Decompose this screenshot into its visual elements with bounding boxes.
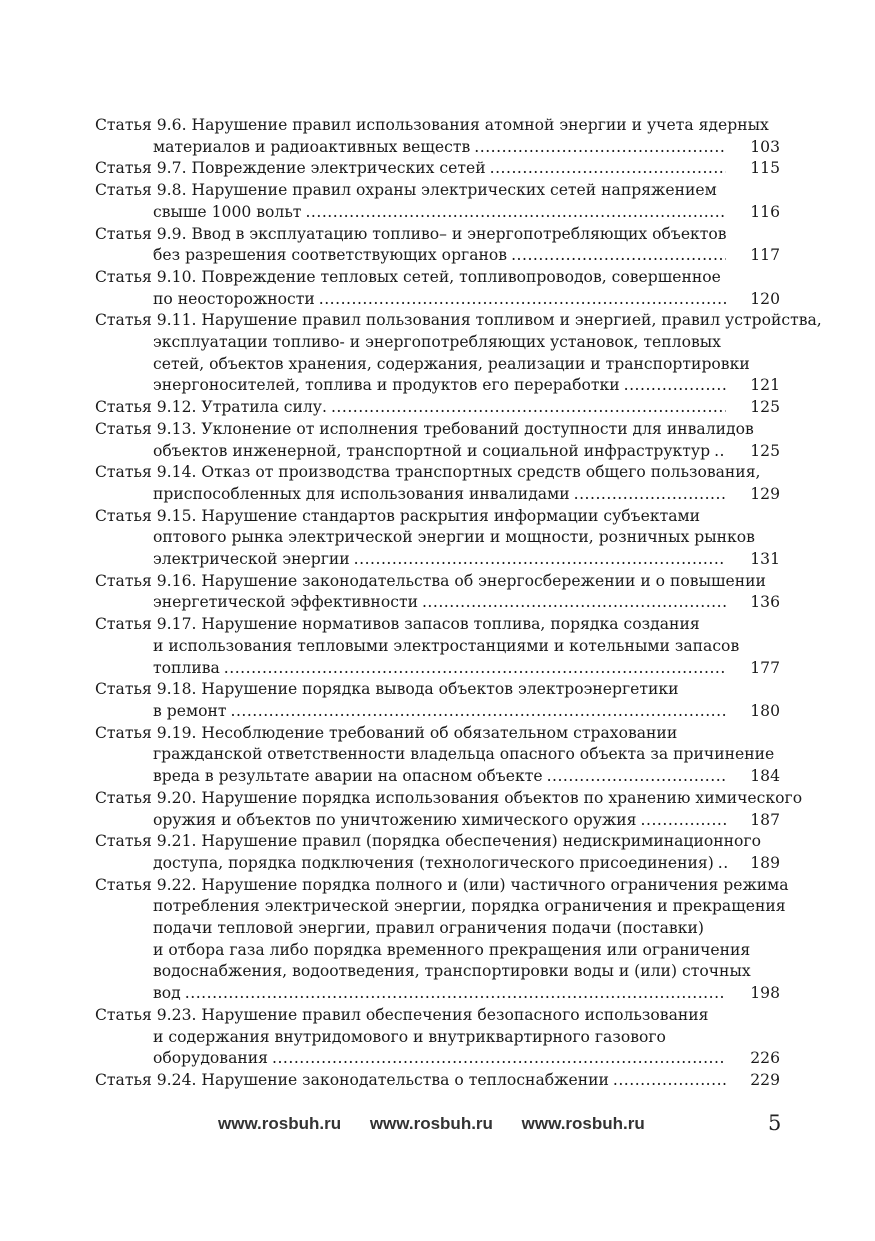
- toc-article-number: Статья 9.19.: [95, 723, 197, 742]
- toc-page-number: 125: [750, 441, 780, 460]
- toc-entry-line-text: [153, 745, 774, 763]
- toc-page-number: 187: [750, 810, 780, 829]
- toc-entry-line-text: [95, 789, 802, 807]
- toc-entry[interactable]: [95, 679, 780, 722]
- toc-entry-line-text: [153, 484, 570, 506]
- toc-entry-text: [95, 1070, 728, 1092]
- toc-entry[interactable]: [95, 397, 780, 419]
- toc-entry-text: [95, 1005, 728, 1070]
- toc-entry[interactable]: [95, 419, 780, 462]
- toc-entry-text: [95, 614, 740, 679]
- dot-leader: [185, 983, 726, 1005]
- toc-title-text: Несоблюдение требований об обязательном страховании: [201, 723, 678, 742]
- toc-entry-line-text: [153, 853, 714, 875]
- toc-entry-line-text: [95, 268, 721, 286]
- toc-title-text: Ввод в эксплуатацию топливо– и энергопотребляющих объектов: [191, 224, 727, 243]
- toc-title-text: вреда в результате аварии на опасном объекте: [153, 767, 543, 786]
- toc-entry-line-text: [153, 441, 710, 463]
- toc-entry-text: [95, 831, 761, 874]
- toc-entry-line-text: [153, 333, 721, 351]
- toc-entry-line: [95, 332, 728, 354]
- toc-title-text: Повреждение электрических сетей: [191, 159, 486, 178]
- toc-title-text: и использования тепловыми электростанциями и котельными запасов: [153, 636, 740, 655]
- toc-entry[interactable]: [95, 224, 780, 267]
- toc-entry-line-text: [95, 463, 761, 481]
- toc-entry-line: [95, 484, 728, 506]
- toc-page-number: 226: [750, 1049, 780, 1068]
- toc-article-number: Статья 9.6.: [95, 116, 187, 134]
- toc-entry-line: [95, 397, 728, 419]
- toc-entry-line: [95, 310, 822, 332]
- toc-title-text: топлива: [153, 658, 220, 677]
- toc-title-text: энергетической эффективности: [153, 593, 418, 612]
- toc-entry-line: [95, 788, 803, 810]
- toc-entry-line: [95, 831, 761, 853]
- toc-page-number: 180: [750, 701, 780, 720]
- toc-entry-line: [95, 766, 728, 788]
- toc-entry-line: [95, 158, 728, 180]
- toc-title-text: в ремонт: [153, 701, 227, 720]
- toc-entry[interactable]: [95, 506, 780, 571]
- toc-title-text: Нарушение правил использования атомной энергии и учета ядерных: [191, 116, 769, 134]
- toc-title-text: Нарушение правил обеспечения безопасного использования: [201, 1005, 709, 1024]
- toc-title-text: гражданской ответственности владельца опасного объекта за причинение: [153, 745, 775, 764]
- toc-article-number: Статья 9.11.: [95, 311, 197, 330]
- toc-title-text: Нарушение правил (порядка обеспечения) недискриминационного: [201, 832, 761, 851]
- toc-title-text: водоснабжения, водоотведения, транспортировки воды и (или) сточных: [153, 962, 751, 981]
- toc-entry-line-text: [153, 202, 301, 224]
- toc-entry-line-text: [95, 507, 700, 525]
- toc-entry-text: [95, 267, 728, 310]
- toc-entry-line: [95, 354, 750, 376]
- toc-title-text: Нарушение стандартов раскрытия информации субъектами: [201, 506, 701, 525]
- toc-entry-line-text: [153, 919, 704, 937]
- toc-title-text: Нарушение порядка использования объектов по хранению химического: [201, 788, 803, 807]
- toc-title-text: Нарушение законодательства о теплоснабжении: [201, 1070, 609, 1089]
- toc-title-text: объектов инженерной, транспортной и социальной инфраструктур: [153, 441, 711, 460]
- toc-page-number: 115: [750, 159, 780, 178]
- toc-page-number: 198: [750, 984, 780, 1003]
- toc-page-number: 129: [750, 484, 780, 503]
- toc-entry-line: [95, 224, 728, 246]
- toc-entry-line: [95, 810, 728, 832]
- toc-entry-line: [95, 549, 728, 571]
- toc-entry[interactable]: [95, 571, 780, 614]
- toc-entry[interactable]: [95, 267, 780, 310]
- toc-page-number: 117: [750, 246, 780, 265]
- toc-entry-line-text: [153, 1028, 666, 1046]
- toc-article-number: Статья 9.13.: [95, 419, 197, 438]
- toc-article-number: Статья 9.22.: [95, 875, 197, 894]
- toc-article-number: Статья 9.10.: [95, 267, 197, 286]
- toc-entry-line: [95, 636, 740, 658]
- toc-entry-text: [95, 158, 728, 180]
- toc-entry-line: [95, 506, 728, 528]
- dot-leader: [547, 766, 726, 788]
- toc-page-number: 103: [750, 137, 780, 156]
- toc-entry-line-text: [153, 592, 418, 614]
- toc-entry[interactable]: [95, 462, 780, 505]
- toc-title-text: вод: [153, 984, 181, 1003]
- toc-title-text: сетей, объектов хранения, содержания, реализации и транспортировки: [153, 354, 750, 373]
- page-number: 5: [768, 1111, 782, 1135]
- toc-entry-line: [95, 701, 728, 723]
- footer-website-link[interactable]: www.rosbuh.ru: [521, 1114, 645, 1133]
- footer-website-link[interactable]: www.rosbuh.ru: [218, 1114, 342, 1133]
- toc-entry-line: [95, 983, 728, 1005]
- toc-entry-line-text: [153, 355, 750, 373]
- toc-title-text: оптового рынка электрической энергии и мощности, розничных рынков: [153, 528, 755, 547]
- toc-entry[interactable]: [95, 788, 803, 831]
- toc-entry-line: [95, 571, 766, 593]
- dot-leader: [641, 810, 726, 832]
- toc-title-text: электрической энергии: [153, 550, 350, 569]
- toc-article-number: Статья 9.20.: [95, 788, 197, 807]
- toc-entry-line-text: [95, 724, 677, 742]
- toc-entry-line: [95, 853, 728, 875]
- toc-entry[interactable]: [95, 1070, 780, 1092]
- toc-article-number: Статья 9.24.: [95, 1070, 197, 1089]
- toc-entry-line-text: [95, 158, 486, 180]
- toc-entry-text: [95, 679, 728, 722]
- toc-title-text: оборудования: [153, 1049, 269, 1068]
- toc-article-number: Статья 9.21.: [95, 832, 197, 851]
- toc-title-text: Отказ от производства транспортных средств общего пользования,: [201, 463, 761, 482]
- toc-entry-line-text: [153, 766, 543, 788]
- toc-title-text: Нарушение нормативов запасов топлива, порядка создания: [201, 615, 700, 634]
- dot-leader: [305, 202, 726, 224]
- toc-title-text: энергоносителей, топлива и продуктов его переработки: [153, 376, 620, 395]
- toc-entry[interactable]: [95, 1005, 780, 1070]
- toc-title-text: свыше 1000 вольт: [153, 202, 302, 221]
- toc-entry-line-text: [153, 137, 470, 159]
- toc-entry-text: [95, 224, 728, 267]
- toc-entry-line: [95, 940, 751, 962]
- toc-entry-line-text: [95, 420, 754, 438]
- toc-entry-line: [95, 961, 751, 983]
- toc-title-text: доступа, порядка подключения (технологического присоединения): [153, 853, 714, 872]
- toc-title-text: по неосторожности: [153, 289, 315, 308]
- toc-article-number: Статья 9.23.: [95, 1005, 197, 1024]
- toc-entry-text: [95, 397, 728, 419]
- toc-title-text: Нарушение порядка полного и (или) частичного ограничения режима: [201, 875, 789, 894]
- toc-entry[interactable]: [95, 115, 780, 158]
- toc-title-text: Повреждение тепловых сетей, топливопроводов, совершенное: [201, 267, 721, 286]
- footer-websites: [218, 1114, 669, 1134]
- dot-leader: [511, 245, 726, 267]
- toc-title-text: Нарушение порядка вывода объектов электроэнергетики: [201, 680, 679, 699]
- toc-page-number: 184: [750, 767, 780, 786]
- toc-entry-line-text: [153, 289, 315, 311]
- toc-entry-line: [95, 592, 728, 614]
- toc-entry-line-text: [95, 1006, 709, 1024]
- toc-entry-line-text: [153, 897, 786, 915]
- toc-title-text: без разрешения соответствующих органов: [153, 246, 508, 265]
- toc-page-number: 229: [750, 1070, 780, 1089]
- toc-article-number: Статья 9.15.: [95, 506, 197, 525]
- toc-entry-line: [95, 289, 728, 311]
- dot-leader: [624, 375, 726, 397]
- toc-entry-line-text: [95, 832, 761, 850]
- toc-article-number: Статья 9.7.: [95, 159, 187, 178]
- toc-entry-line: [95, 1048, 728, 1070]
- toc-entry-line-text: [153, 1048, 268, 1070]
- toc-entry-line: [95, 679, 728, 701]
- toc-entry-line: [95, 419, 754, 441]
- toc-article-number: Статья 9.9.: [95, 224, 187, 243]
- toc-entry-line: [95, 375, 728, 397]
- dot-leader: [319, 289, 726, 311]
- toc-entry-line-text: [95, 181, 717, 199]
- toc-page-number: 120: [750, 289, 780, 308]
- toc-article-number: Статья 9.12.: [95, 398, 197, 417]
- toc-article-number: Статья 9.17.: [95, 615, 197, 634]
- toc-title-text: оружия и объектов по уничтожению химического оружия: [153, 810, 637, 829]
- toc-title-text: эксплуатации топливо- и энергопотребляющих установок, тепловых: [153, 333, 721, 352]
- toc-entry-line-text: [95, 615, 700, 633]
- toc-entry-line: [95, 614, 728, 636]
- toc-entry-line: [95, 1070, 728, 1092]
- toc-title-text: и содержания внутридомового и внутриквартирного газового: [153, 1027, 666, 1046]
- dot-leader: [354, 549, 726, 571]
- toc-entry-line: [95, 744, 775, 766]
- toc-page-number: 131: [750, 550, 780, 569]
- toc-entry-line-text: [95, 116, 769, 134]
- toc-entry[interactable]: [95, 158, 780, 180]
- toc-entry-line-text: [153, 637, 739, 655]
- toc-title-text: материалов и радиоактивных веществ: [153, 137, 471, 156]
- dot-leader: [574, 484, 726, 506]
- toc-entry-line-text: [153, 375, 620, 397]
- toc-page-number: 136: [750, 593, 780, 612]
- table-of-contents: [95, 115, 822, 1092]
- toc-entry[interactable]: [95, 723, 780, 788]
- toc-entry-line: [95, 658, 728, 680]
- toc-page-number: 125: [750, 398, 780, 417]
- toc-title-text: и отбора газа либо порядка временного прекращения или ограничения: [153, 940, 751, 959]
- toc-entry-line-text: [153, 810, 637, 832]
- toc-page-number: 116: [750, 202, 780, 221]
- dot-leader: [224, 658, 726, 680]
- dot-leader: [272, 1048, 726, 1070]
- toc-entry-line-text: [95, 1070, 609, 1092]
- dot-leader: [331, 397, 726, 419]
- toc-entry-line: [95, 527, 755, 549]
- toc-entry-line: [95, 896, 786, 918]
- toc-entry-line-text: [153, 983, 181, 1005]
- toc-entry[interactable]: [95, 875, 789, 1005]
- toc-title-text: потребления электрической энергии, порядка ограничения и прекращения: [153, 897, 786, 916]
- toc-page-number: 121: [750, 376, 780, 395]
- toc-entry-line-text: [95, 311, 822, 329]
- toc-title-text: Нарушение правил пользования топливом и энергией, правил устройства,: [201, 311, 822, 330]
- toc-entry-line: [95, 723, 728, 745]
- toc-entry-line-text: [95, 680, 679, 698]
- toc-entry-line-text: [153, 962, 751, 980]
- toc-entry-line: [95, 441, 728, 463]
- dot-leader: [474, 137, 726, 159]
- toc-entry-line: [95, 1005, 728, 1027]
- toc-title-text: Утратила силу.: [201, 398, 327, 417]
- toc-entry-line-text: [95, 572, 766, 590]
- dot-leader: [718, 853, 728, 875]
- toc-entry-text: [95, 180, 728, 223]
- toc-entry-line: [95, 267, 728, 289]
- toc-entry-line: [95, 875, 789, 897]
- toc-entry-line: [95, 462, 761, 484]
- page-footer: [0, 1111, 875, 1144]
- toc-article-number: Статья 9.8.: [95, 181, 187, 200]
- toc-title-text: подачи тепловой энергии, правил ограничения подачи (поставки): [153, 919, 704, 938]
- dot-leader: [422, 592, 726, 614]
- toc-entry-line-text: [153, 528, 755, 546]
- toc-entry-line: [95, 1027, 728, 1049]
- toc-entry-line-text: [153, 549, 350, 571]
- toc-title-text: приспособленных для использования инвалидами: [153, 484, 570, 503]
- dot-leader: [490, 158, 726, 180]
- toc-entry-text: [95, 506, 755, 571]
- toc-entry-line-text: [153, 701, 226, 723]
- toc-entry-text: [95, 462, 761, 505]
- toc-entry[interactable]: [95, 180, 780, 223]
- toc-title-text: Нарушение законодательства об энергосбережении и о повышении: [201, 571, 766, 590]
- dot-leader: [613, 1070, 726, 1092]
- toc-entry-line-text: [153, 245, 507, 267]
- dot-leader: [230, 701, 726, 723]
- toc-entry-line-text: [153, 941, 750, 959]
- toc-title-text: Уклонение от исполнения требований доступности для инвалидов: [201, 419, 754, 438]
- toc-entry-line-text: [95, 397, 327, 419]
- footer-website-link[interactable]: www.rosbuh.ru: [369, 1114, 493, 1133]
- toc-entry[interactable]: [95, 614, 780, 679]
- toc-entry-line: [95, 115, 769, 137]
- toc-article-number: Статья 9.16.: [95, 571, 197, 590]
- toc-entry-line: [95, 918, 728, 940]
- toc-entry-line-text: [153, 658, 220, 680]
- toc-article-number: Статья 9.18.: [95, 680, 197, 699]
- toc-entry-text: [95, 419, 754, 462]
- toc-entry[interactable]: [95, 310, 822, 397]
- toc-entry-line: [95, 202, 728, 224]
- dot-leader: [714, 441, 726, 463]
- toc-page-number: 189: [750, 853, 780, 872]
- toc-title-text: Нарушение правил охраны электрических сетей напряжением: [191, 181, 717, 200]
- toc-entry-line-text: [95, 876, 789, 894]
- toc-entry[interactable]: [95, 831, 780, 874]
- toc-entry-line: [95, 180, 728, 202]
- toc-entry-line: [95, 245, 728, 267]
- toc-article-number: Статья 9.14.: [95, 463, 197, 482]
- toc-entry-line: [95, 137, 728, 159]
- toc-page-number: 177: [750, 658, 780, 677]
- toc-entry-line-text: [95, 225, 727, 243]
